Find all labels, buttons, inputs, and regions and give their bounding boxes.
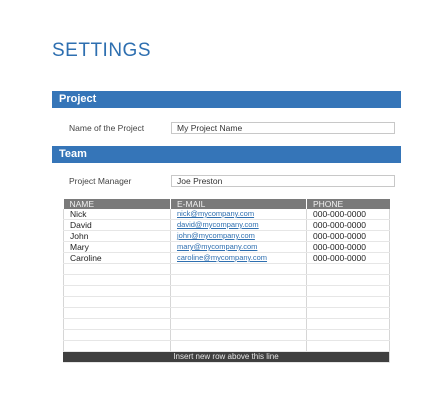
- member-email-link[interactable]: nick@mycompany.com: [171, 209, 307, 220]
- project-manager-label: Project Manager: [69, 176, 132, 186]
- column-header-email: E-MAIL: [171, 199, 307, 209]
- member-phone-cell[interactable]: 000-000-0000: [307, 253, 390, 264]
- empty-table-row: [64, 297, 390, 308]
- empty-cell[interactable]: [171, 286, 307, 297]
- empty-table-row: [64, 308, 390, 319]
- empty-cell[interactable]: [171, 264, 307, 275]
- member-name-cell[interactable]: John: [64, 231, 171, 242]
- empty-cell[interactable]: [64, 319, 171, 330]
- project-name-field[interactable]: My Project Name: [171, 122, 395, 134]
- empty-cell[interactable]: [307, 341, 390, 352]
- empty-cell[interactable]: [171, 308, 307, 319]
- empty-table-row: [64, 275, 390, 286]
- member-name-cell[interactable]: Caroline: [64, 253, 171, 264]
- member-email-link[interactable]: john@mycompany.com: [171, 231, 307, 242]
- member-phone-cell[interactable]: 000-000-0000: [307, 231, 390, 242]
- column-header-name: NAME: [64, 199, 171, 209]
- table-row: [64, 253, 390, 264]
- empty-cell[interactable]: [307, 319, 390, 330]
- table-row: [64, 220, 390, 231]
- project-name-label: Name of the Project: [69, 123, 145, 133]
- project-section-header: Project: [52, 91, 401, 108]
- empty-cell[interactable]: [307, 297, 390, 308]
- table-row: [64, 209, 390, 220]
- member-phone-cell[interactable]: 000-000-0000: [307, 242, 390, 253]
- empty-cell[interactable]: [171, 341, 307, 352]
- empty-cell[interactable]: [64, 286, 171, 297]
- empty-table-row: [64, 341, 390, 352]
- member-email-link[interactable]: caroline@mycompany.com: [171, 253, 307, 264]
- empty-cell[interactable]: [307, 275, 390, 286]
- team-table-header: [64, 199, 390, 209]
- column-header-phone: PHONE: [307, 199, 390, 209]
- member-name-cell[interactable]: Mary: [64, 242, 171, 253]
- empty-cell[interactable]: [171, 275, 307, 286]
- member-phone-cell[interactable]: 000-000-0000: [307, 209, 390, 220]
- member-phone-cell[interactable]: 000-000-0000: [307, 220, 390, 231]
- team-section-header: Team: [52, 146, 401, 163]
- empty-cell[interactable]: [64, 308, 171, 319]
- empty-cell[interactable]: [64, 297, 171, 308]
- empty-cell[interactable]: [307, 330, 390, 341]
- member-name-cell[interactable]: Nick: [64, 209, 171, 220]
- empty-cell[interactable]: [171, 330, 307, 341]
- empty-cell[interactable]: [307, 308, 390, 319]
- empty-cell[interactable]: [64, 330, 171, 341]
- empty-table-row: [64, 264, 390, 275]
- table-row: [64, 231, 390, 242]
- member-name-cell[interactable]: David: [64, 220, 171, 231]
- member-email-link[interactable]: mary@mycompany.com: [171, 242, 307, 253]
- table-row: [64, 242, 390, 253]
- empty-cell[interactable]: [307, 264, 390, 275]
- page-title: SETTINGS: [52, 40, 152, 61]
- empty-cell[interactable]: [171, 297, 307, 308]
- project-manager-field[interactable]: Joe Preston: [171, 175, 395, 187]
- empty-table-row: [64, 319, 390, 330]
- team-table: [63, 199, 390, 363]
- empty-cell[interactable]: [64, 264, 171, 275]
- empty-cell[interactable]: [307, 286, 390, 297]
- empty-cell[interactable]: [171, 319, 307, 330]
- empty-cell[interactable]: [64, 341, 171, 352]
- empty-cell[interactable]: [64, 275, 171, 286]
- empty-table-row: [64, 330, 390, 341]
- empty-table-row: [64, 286, 390, 297]
- insert-row-bar: Insert new row above this line: [63, 352, 389, 362]
- member-email-link[interactable]: david@mycompany.com: [171, 220, 307, 231]
